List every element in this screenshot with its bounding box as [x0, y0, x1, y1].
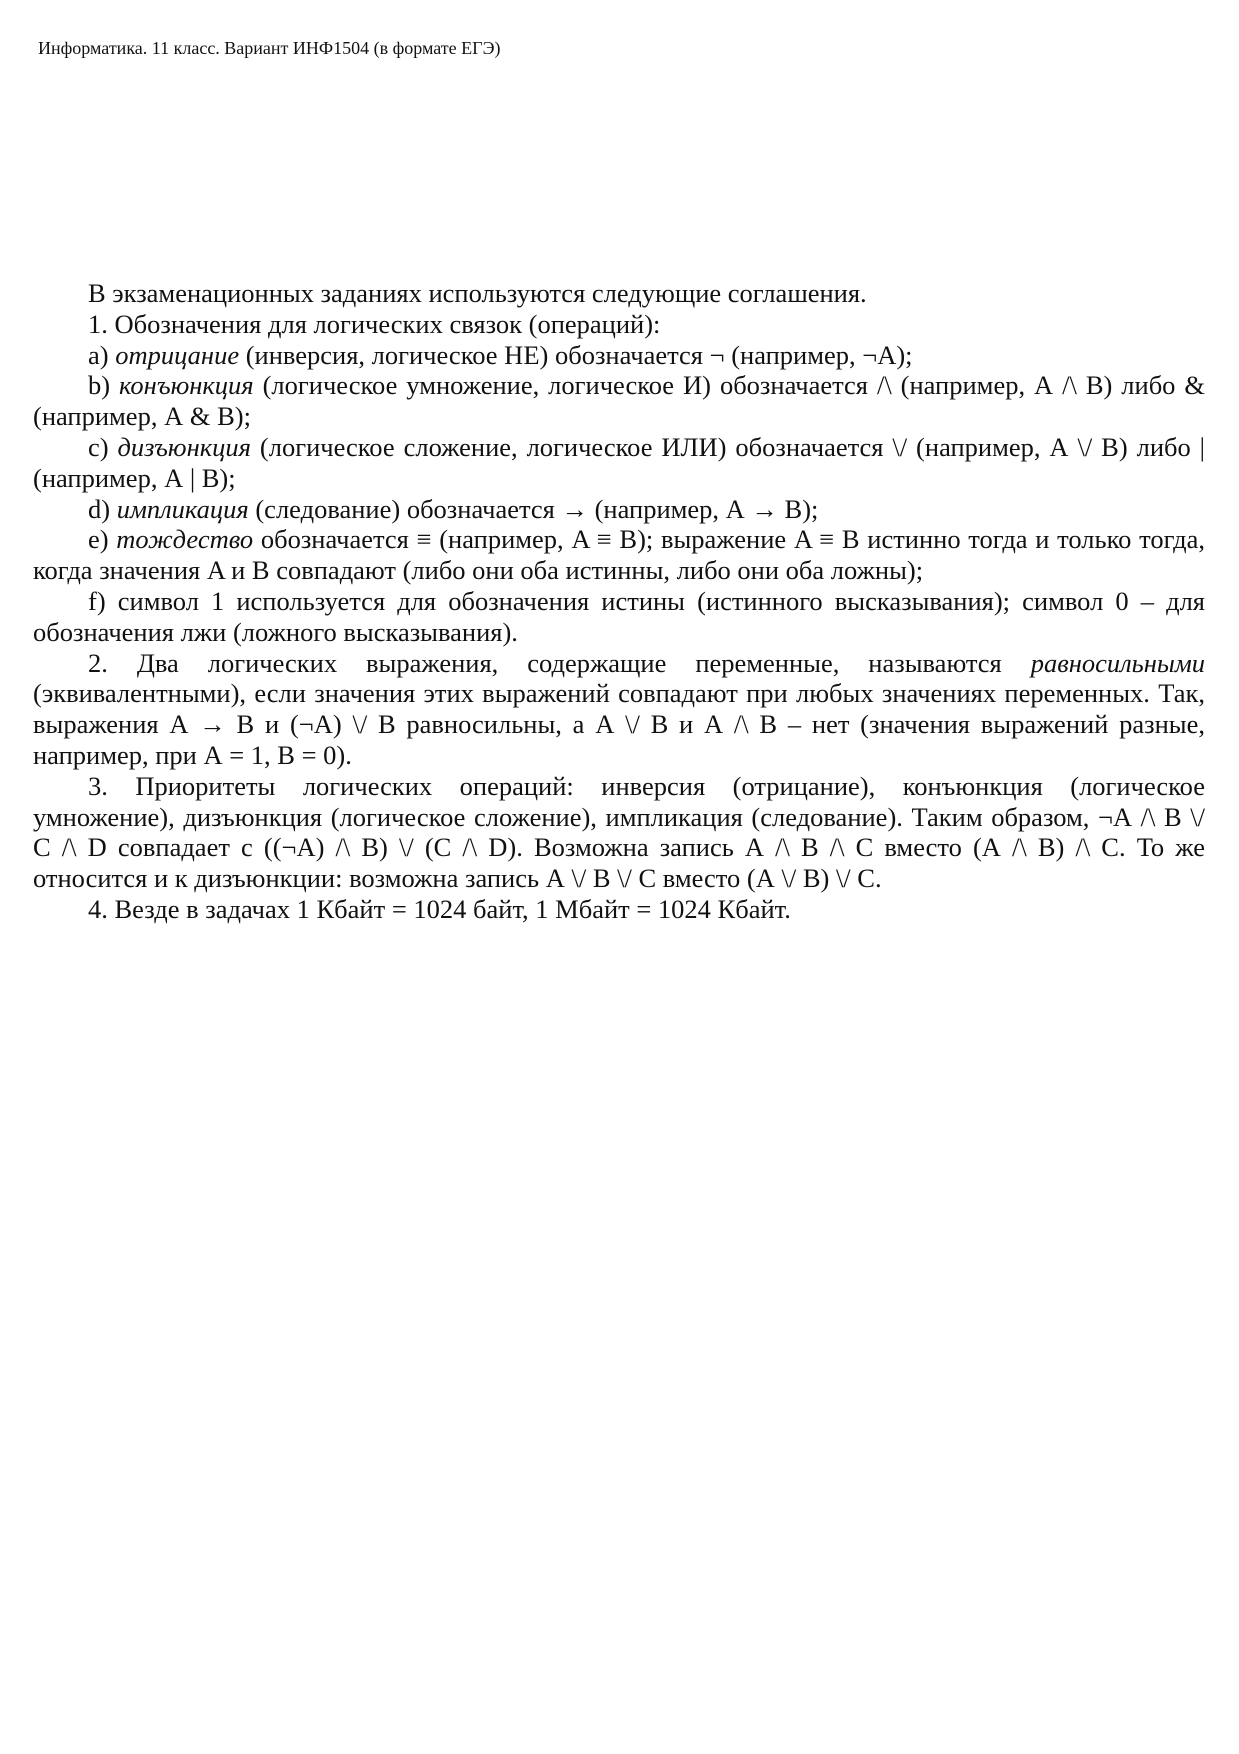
item-1a-prefix: a)	[88, 339, 116, 370]
item-1e-prefix: e)	[88, 524, 117, 555]
item-1d-term: импликация	[116, 493, 249, 524]
item-1e-term: тождество	[116, 524, 254, 555]
page-header: Информатика. 11 класс. Вариант ИНФ1504 (в формате ЕГЭ)	[38, 38, 501, 58]
item-1b-prefix: b)	[88, 370, 120, 401]
item-2-text: (эквивалентными), если значения этих выражений совпадают при любых значениях переменных. Так, выражения А → В и (¬А) \/ В равносильны, а А \/ В и А /\ В – нет (значения выражений разные, например, при А = 1, В = 0).	[33, 678, 1205, 770]
conventions-section	[33, 278, 1205, 925]
item-1f-symbols: f) символ 1 используется для обозначения истины (истинного высказывания); символ 0 – для обозначения лжи (ложного высказывания).	[33, 585, 1205, 647]
item-4-units: 4. Везде в задачах 1 Кбайт = 1024 байт, 1 Мбайт = 1024 Кбайт.	[88, 893, 791, 924]
item-1a-term: отрицание	[115, 339, 240, 370]
item-1a-negation	[33, 340, 1205, 371]
item-1e-text: обозначается ≡ (например, A ≡ B); выражение A ≡ B истинно тогда и только тогда, когда значения A и B совпадают (либо они оба истинны, либо они оба ложны);	[33, 524, 1205, 586]
item-1d-prefix: d)	[88, 493, 117, 524]
item-2-equivalence	[33, 648, 1205, 771]
item-3-priorities: 3. Приоритеты логических операций: инверсия (отрицание), конъюнкция (логическое умножение), дизъюнкция (логическое сложение), импликация (следование). Таким образом, ¬А /\ В \/ С /\ D совпадает с ((¬А) /\ В) \/ (С /\ D). Возможна запись А /\ В /\ С вместо (А /\ В) /\ С. То же относится и к дизъюнкции: возможна запись А \/ В \/ С вместо (А \/ В) \/ С.	[33, 770, 1205, 894]
item-1c-text: (логическое сложение, логическое ИЛИ) обозначается \/ (например, А \/ В) либо | (например, А | В);	[33, 431, 1205, 493]
item-1b-text: (логическое умножение, логическое И) обозначается /\ (например, А /\ В) либо & (например, А & В);	[33, 370, 1205, 432]
item-1-heading: 1. Обозначения для логических связок (операций):	[88, 308, 661, 339]
item-2-term: равносильными	[1030, 647, 1205, 678]
item-1c-prefix: c)	[88, 431, 118, 462]
intro-paragraph: В экзаменационных заданиях используются следующие соглашения.	[88, 278, 867, 308]
item-1d-text: (следование) обозначается → (например, А → В);	[248, 493, 819, 524]
item-1c-term: дизъюнкция	[117, 431, 251, 462]
item-1a-text: (инверсия, логическое НЕ) обозначается ¬ (например, ¬А);	[239, 339, 913, 370]
item-2-prefix: 2. Два логических выражения, содержащие переменные, называются	[88, 647, 1031, 678]
item-1d-implication	[33, 494, 1205, 525]
item-1c-disjunction	[33, 432, 1205, 494]
item-1b-conjunction	[33, 370, 1205, 432]
item-1b-term: конъюнкция	[119, 370, 254, 401]
item-1e-identity	[33, 524, 1205, 586]
